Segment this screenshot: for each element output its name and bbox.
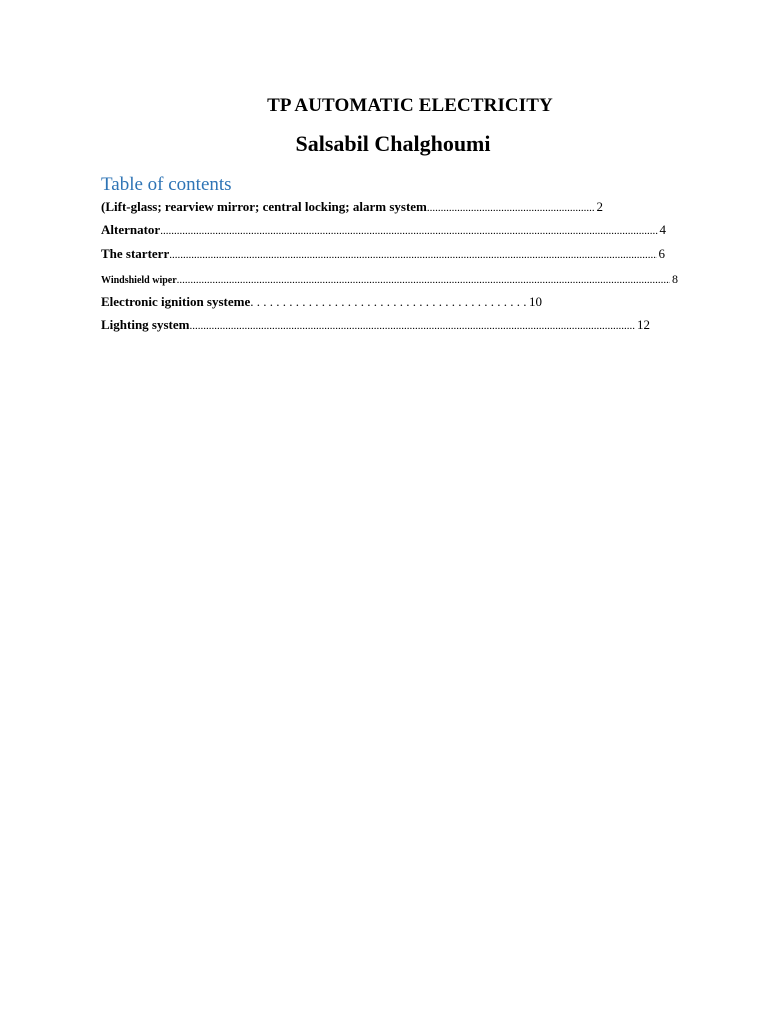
toc-entry-page: 4 bbox=[659, 222, 666, 237]
toc-entry[interactable] bbox=[101, 270, 678, 290]
toc-entry-label: Electronic ignition systeme bbox=[101, 294, 251, 309]
toc-entry[interactable] bbox=[101, 293, 542, 312]
toc-entry-label: (Lift-glass; rearview mirror; central locking; alarm system bbox=[101, 199, 427, 214]
toc-dot-leader bbox=[177, 271, 670, 289]
toc-entry-label: Lighting system bbox=[101, 317, 190, 332]
toc-heading: Table of contents bbox=[101, 174, 232, 195]
author-name: Salsabil Chalghoumi bbox=[295, 131, 491, 156]
toc-entry[interactable] bbox=[101, 245, 665, 264]
toc-dot-leader bbox=[427, 199, 595, 217]
toc-dot-leader bbox=[250, 293, 527, 312]
toc-entry-page: 8 bbox=[672, 272, 678, 286]
toc-entry-page: 6 bbox=[658, 246, 665, 261]
toc-entry-label: Windshield wiper bbox=[101, 275, 177, 286]
toc-entry-page: 2 bbox=[596, 199, 603, 214]
toc-entry-label: Alternator bbox=[101, 222, 161, 237]
toc-entry-page: 10 bbox=[529, 294, 542, 309]
toc-entry-label: The starterr bbox=[101, 246, 170, 261]
toc-entry[interactable] bbox=[101, 198, 603, 217]
document-title: TP AUTOMATIC ELECTRICITY bbox=[267, 95, 553, 116]
toc-dot-leader bbox=[160, 222, 657, 240]
toc-entry-page: 12 bbox=[637, 317, 650, 332]
toc-entry[interactable] bbox=[101, 221, 666, 240]
toc-dot-leader bbox=[169, 246, 656, 264]
toc-entry[interactable] bbox=[101, 316, 650, 335]
toc-dot-leader bbox=[189, 317, 635, 335]
